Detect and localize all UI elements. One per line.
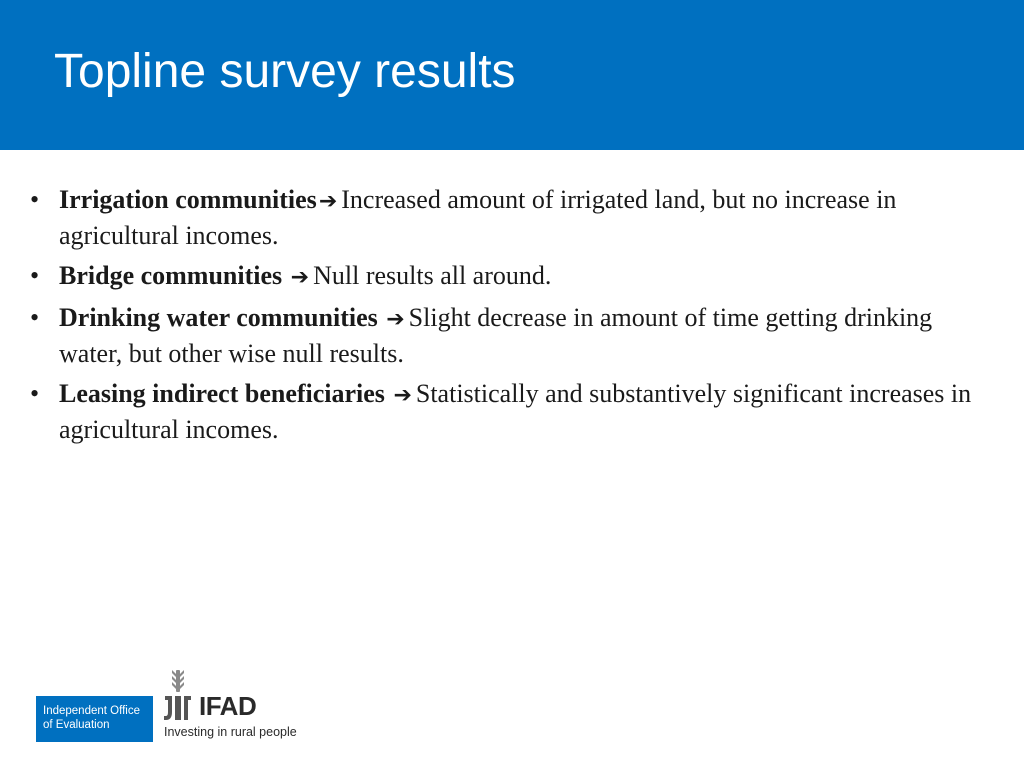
slide-title: Topline survey results <box>54 45 516 98</box>
bullet-item-leasing <box>30 377 980 447</box>
footer-logos <box>36 668 336 748</box>
bullet-text: Increased amount of irrigated land, but no increase in agricultural incomes. <box>59 185 897 250</box>
bullet-text: Null results all around. <box>313 261 552 290</box>
bullet-term: Irrigation communities <box>59 185 317 214</box>
bullet-text: Statistically and substantively significant increases in agricultural incomes. <box>59 379 972 444</box>
right-arrow-icon: ➔ <box>386 307 405 332</box>
bullet-list <box>30 183 980 453</box>
ifad-tagline: Investing in rural people <box>164 725 297 739</box>
bullet-term: Leasing indirect beneficiaries <box>59 379 392 408</box>
ioe-label-line2: of Evaluation <box>43 719 110 731</box>
right-arrow-icon: ➔ <box>290 265 310 290</box>
bullet-item-drinking-water <box>30 301 980 371</box>
bullet-term: Drinking water communities <box>59 303 385 332</box>
right-arrow-icon: ➔ <box>393 383 412 408</box>
ioe-logo <box>36 696 153 742</box>
ifad-wordmark: IFAD <box>199 691 257 721</box>
right-arrow-icon: ➔ <box>318 189 338 214</box>
bullet-dot: • <box>30 261 40 290</box>
bullet-item-irrigation <box>30 183 980 253</box>
bullet-dot: • <box>30 185 40 214</box>
bullet-dot: • <box>30 379 40 408</box>
ioe-label-line1: Independent Office <box>43 705 140 717</box>
header-band <box>0 0 1024 150</box>
bullet-text: Slight decrease in amount of time getting drinking water, but other wise null results. <box>59 303 933 368</box>
bullet-dot: • <box>30 303 40 332</box>
bullet-term: Bridge communities <box>59 261 289 290</box>
ifad-wheat-figure-icon <box>163 668 193 722</box>
bullet-item-bridge <box>30 259 980 295</box>
